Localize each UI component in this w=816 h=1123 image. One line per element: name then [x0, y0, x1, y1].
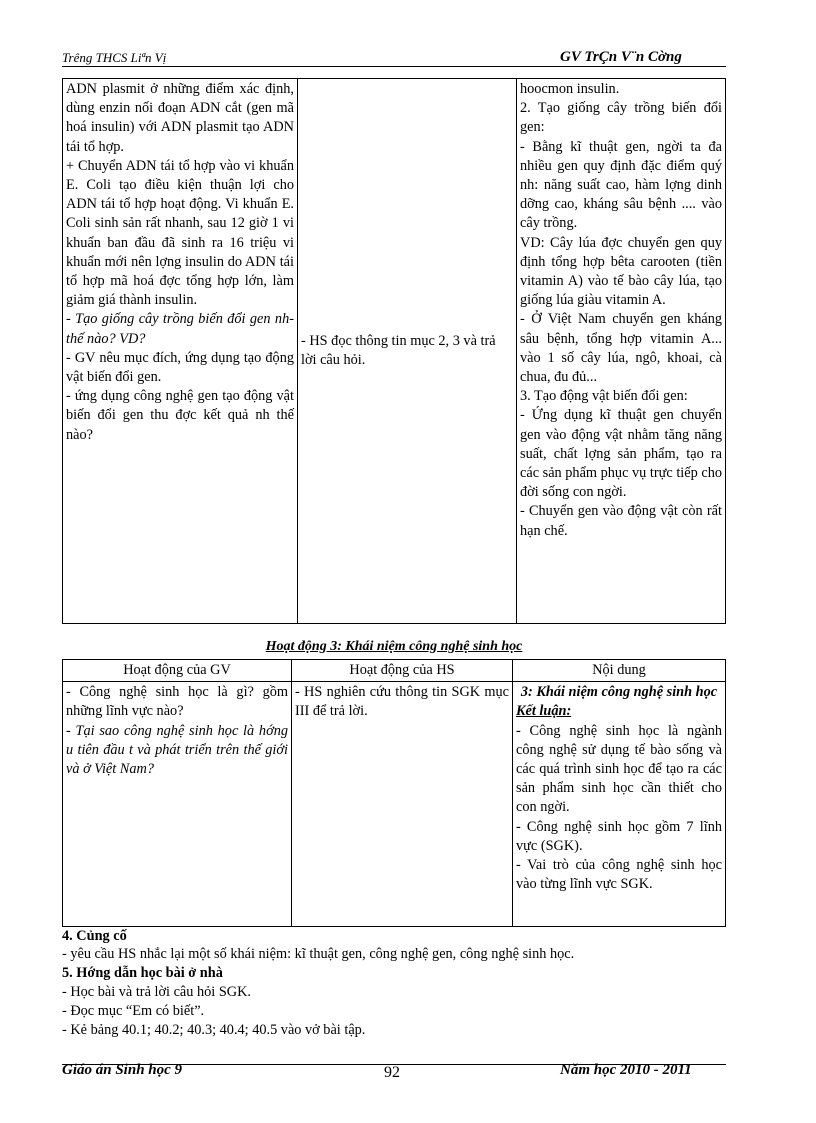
section5-line: - Kẻ bảng 40.1; 40.2; 40.3; 40.4; 40.5 vào vở bài tập. [62, 1022, 366, 1038]
conclusion-label: Kết luận: [516, 703, 572, 720]
section5-title: 5. Hớng dẫn học bài ở nhà [62, 965, 223, 981]
content-line: - Ứng dụng kĩ thuật gen chuyển gen vào động vật nhằm tăng năng suất, chất lợng sản phẩm, tạo ra các sản phẩm phục vụ trực tiếp cho đời sống con ngời. [520, 407, 722, 501]
hs-text: - HS nghiên cứu thông tin SGK mục III để trả lời. [295, 684, 509, 720]
section4-title: 4. Củng cố [62, 928, 127, 944]
hs-text: - HS đọc thông tin mục 2, 3 và trả lời câu hỏi. [301, 332, 496, 368]
header-gv: Hoạt động của GV [63, 660, 292, 682]
content-cell [513, 682, 726, 927]
content-heading: 2. Tạo giống cây trồng biến đổi gen: [520, 100, 722, 136]
header-rule [62, 66, 726, 67]
section5-line: - Đọc mục “Em có biết”. [62, 1003, 205, 1019]
page-number: 92 [384, 1064, 400, 1081]
gv-question-italic: - Tại sao công nghệ sinh học là hớng u tiên đầu t và phát triển trên thế giới và ở Việt Nam? [66, 722, 288, 778]
content-heading: 3. Tạo động vật biến đổi gen: [520, 388, 688, 405]
content-item: - Công nghệ sinh học gồm 7 lĩnh vực (SGK). [516, 818, 722, 854]
gv-question: - Tạo giống cây trồng biến đổi gen nh thế nào? VD? [66, 311, 294, 347]
content-line: hoocmon insulin. [520, 81, 620, 97]
activity3-title: Hoạt động 3: Khái niệm công nghệ sinh học [265, 639, 523, 654]
hs-cell [292, 682, 513, 927]
gv-text: - GV nêu mục đích, ứng dụng tạo động vật biến đổi gen. [66, 349, 294, 386]
content-line: VD: Cây lúa đợc chuyển gen quy định tổng hợp bêta carooten (tiền vitamin A) vào tế bào cây lúa, tạo giống lúa giàu vitamin A. [520, 234, 722, 309]
activity3-table [62, 659, 726, 927]
content-item: - Vai trò của công nghệ sinh học vào từng lĩnh vực SGK. [516, 857, 722, 893]
gv-question: - Công nghệ sinh học là gì? gồm những lĩnh vực nào? [66, 684, 288, 720]
header-hs: Hoạt động của HS [292, 660, 513, 682]
hs-column [298, 79, 517, 624]
content-line: - Bằng kĩ thuật gen, ngời ta đa nhiều gen quy định đặc điểm quý nh: năng suất cao, hàm lợng dinh dỡng cao, kháng sâu bệnh .... vào cây trồng. [520, 138, 722, 232]
header-content: Nội dung [513, 660, 726, 682]
footer-lesson: Giáo án Sinh học 9 [62, 1062, 183, 1078]
section5-line: - Học bài và trả lời câu hỏi SGK. [62, 984, 252, 1000]
header-school: Trêng THCS Liªn Vị [62, 50, 167, 65]
gv-column [63, 79, 298, 624]
section4-line: - yêu cầu HS nhắc lại một số khái niệm: kĩ thuật gen, công nghệ gen, công nghệ sinh học. [62, 946, 575, 962]
content-line: - Chuyển gen vào động vật còn rất hạn chế. [520, 503, 722, 539]
activity-table-continued [62, 78, 726, 624]
content-line: - Ở Việt Nam chuyển gen kháng sâu bệnh, tổng hợp vitamin A... vào 1 số cây lúa, ngô, khoai, cà chua, đu đủ... [520, 311, 722, 386]
gv-text: - ứng dụng công nghệ gen tạo động vật biến đổi gen thu đợc kết quả nh thế nào? [66, 388, 294, 443]
gv-text: ADN plasmit ở những điểm xác định, dùng enzin nối đoạn ADN cắt (gen mã hoá insulin) với ADN plasmit tạo ADN tái tổ hợp. [66, 81, 294, 155]
content-item: - Công nghệ sinh học là ngành công nghệ sử dụng tế bào sống và các quá trình sinh học để tạo ra các sản phẩm sinh học cần thiết cho con ngời. [516, 722, 722, 816]
footer-year: Năm học 2010 - 2011 [560, 1062, 692, 1078]
content-title: 3: Khái niệm công nghệ sinh học [520, 684, 718, 701]
content-column [517, 79, 726, 624]
gv-cell [63, 682, 292, 927]
gv-text: + Chuyển ADN tái tổ hợp vào vi khuẩn E. Coli tạo điều kiện thuận lợi cho ADN tái tổ hợp hoạt động. Vi khuẩn E. Coli sinh sản rất nhanh, sau 12 giờ 1 vi khuẩn ban đầu đã sinh ra 16 triệu vi khuẩn mới nên lợng insulin do ADN tái tổ hợp mã hoá đợc tổng hợp lớn, làm giảm giá thành insulin. [66, 157, 294, 309]
header-teacher: GV TrÇn V¨n Cờng [560, 49, 682, 65]
